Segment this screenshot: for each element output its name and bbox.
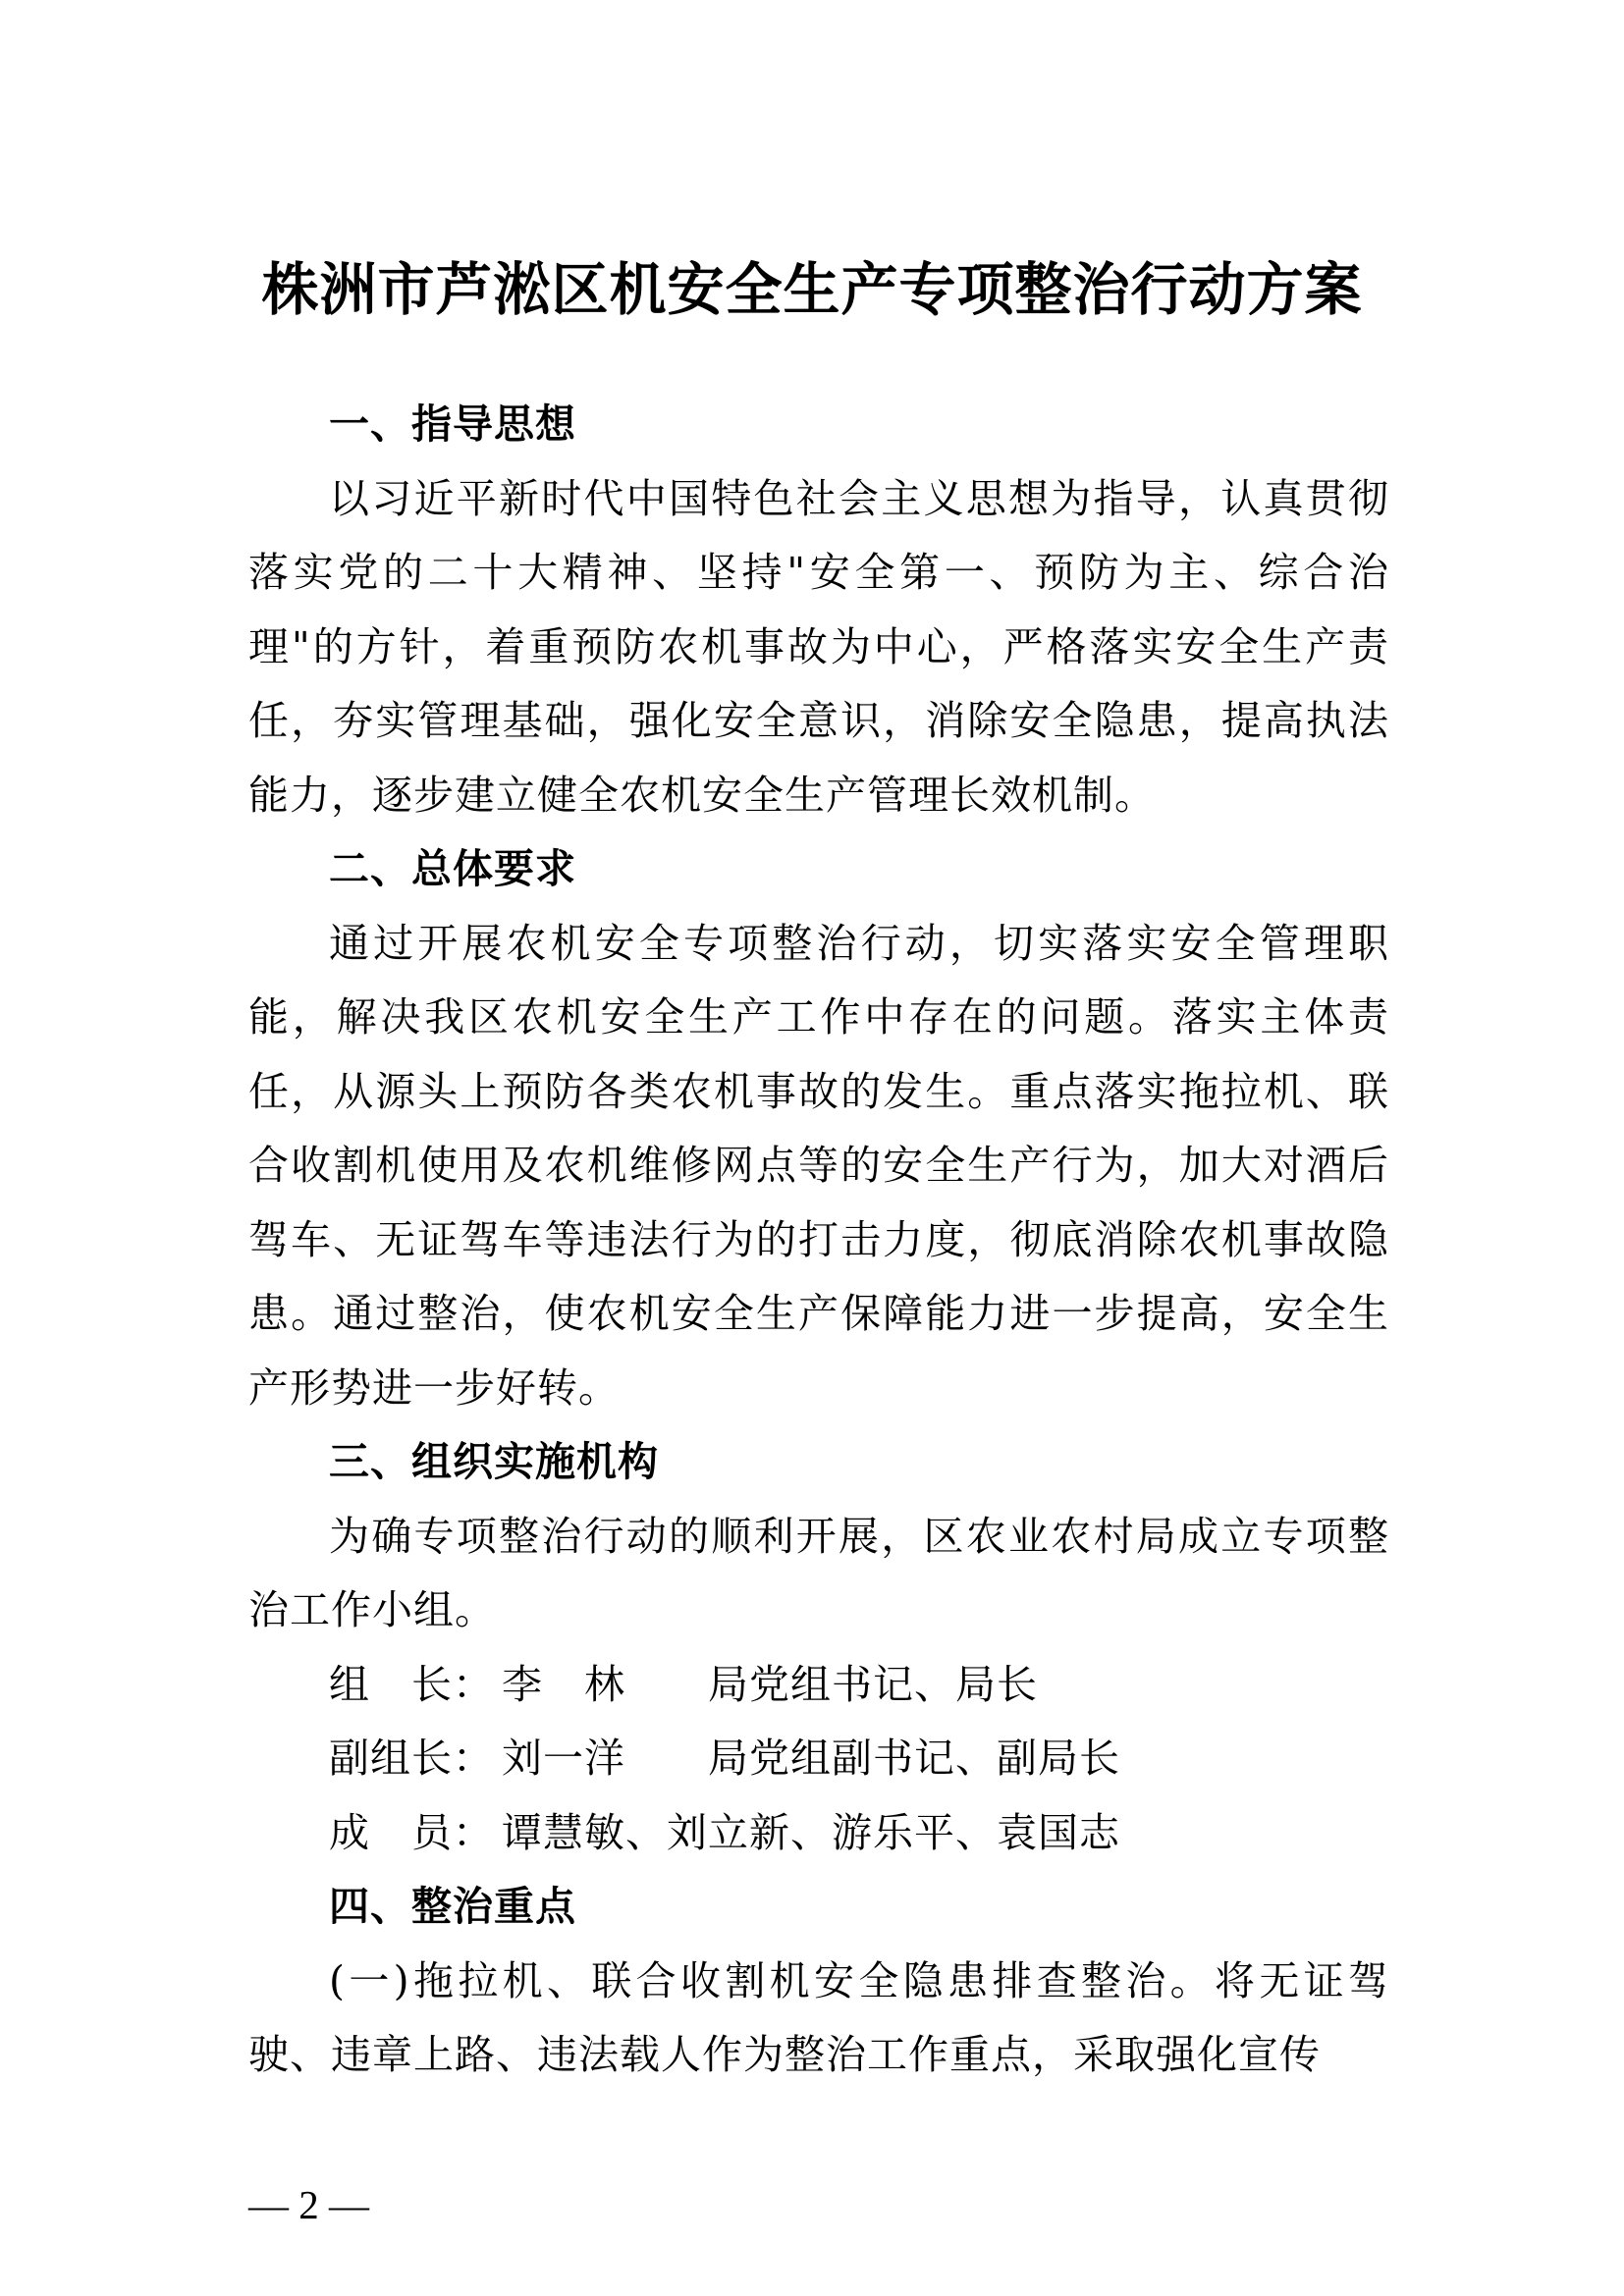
member-row-deputy: [248, 1722, 1389, 1796]
section-paragraph-3: 为确专项整治行动的顺利开展，区农业农村局成立专项整治工作小组。: [248, 1512, 1389, 1633]
member-row-leader: [248, 1648, 1389, 1723]
member-name: 谭慧敏、刘立新、游乐平、袁国志: [502, 1808, 1120, 1856]
document-title: 株洲市芦淞区机安全生产专项整治行动方案: [261, 256, 1363, 323]
section-heading-4: 四、整治重点: [329, 1883, 576, 1930]
member-post: 局党组副书记、副局长: [708, 1735, 1120, 1782]
section-paragraph-1: 以习近平新时代中国特色社会主义思想为指导，认真贯彻落实党的二十大精神、坚持"安全第一、预防为主、综合治理"的方针，着重预防农机事故为中心，严格落实安全生产责任，夯实管理基础，强化安全意识，消除安全隐患，提高执法能力，逐步建立健全农机安全生产管理长效机制。: [248, 474, 1389, 819]
section-heading-1: 一、指导思想: [329, 400, 576, 448]
member-row-members: [248, 1796, 1389, 1871]
section-heading-3: 三、组织实施机构: [329, 1438, 659, 1485]
section-heading-2: 二、总体要求: [329, 845, 576, 892]
member-role: 组 长：: [329, 1660, 494, 1708]
member-name: 李 林: [502, 1660, 625, 1708]
member-role: 副组长：: [329, 1735, 494, 1782]
section-paragraph-4: (一)拖拉机、联合收割机安全隐患排查整治。将无证驾驶、违章上路、违法载人作为整治工作重点，采取强化宣传: [248, 1956, 1389, 2078]
document-body: [248, 388, 1389, 2093]
page-number: — 2 —: [248, 2182, 369, 2227]
member-role: 成 员：: [329, 1808, 494, 1856]
member-post: 局党组书记、局长: [708, 1660, 1038, 1708]
member-name: 刘一洋: [502, 1735, 625, 1782]
section-paragraph-2: 通过开展农机安全专项整治行动，切实落实安全管理职能，解决我区农机安全生产工作中存在的问题。落实主体责任，从源头上预防各类农机事故的发生。重点落实拖拉机、联合收割机使用及农机维修网点等的安全生产行为，加大对酒后驾车、无证驾车等违法行为的打击力度，彻底消除农机事故隐患。通过整治，使农机安全生产保障能力进一步提高，安全生产形势进一步好转。: [248, 919, 1389, 1412]
